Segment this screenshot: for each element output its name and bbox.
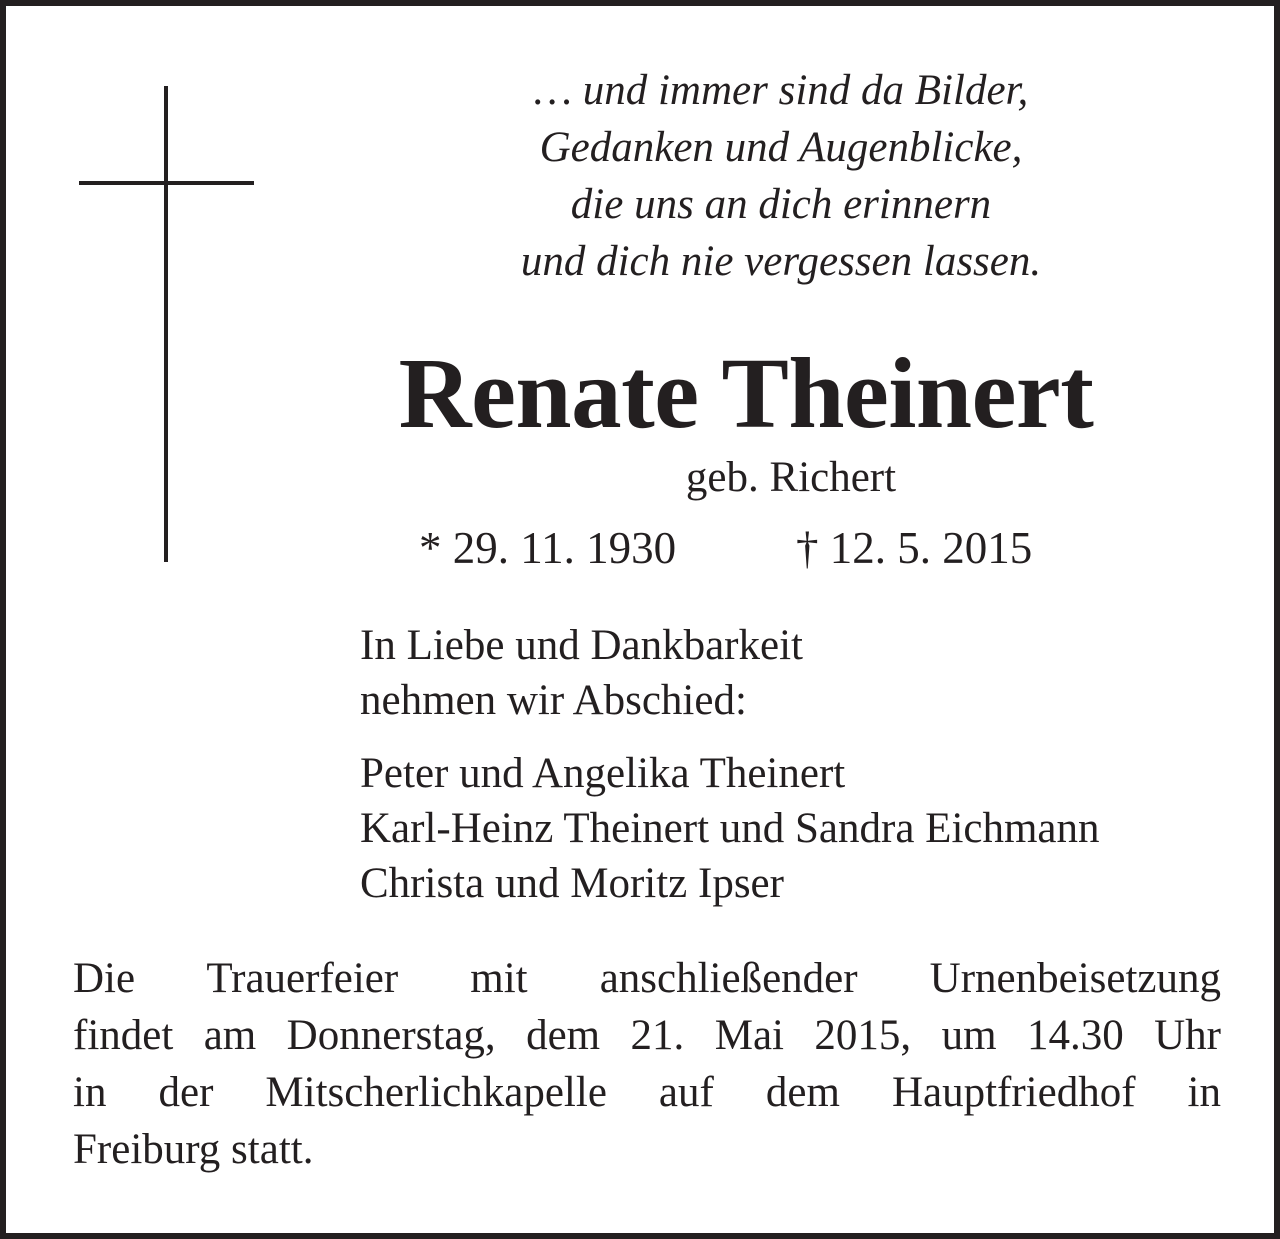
maiden-name: geb. Richert: [685, 454, 897, 501]
service-line: Die Trauerfeier mit anschließender Urnenbeisetzung: [73, 955, 1221, 1002]
birth-date: * 29. 11. 1930: [419, 523, 677, 573]
farewell-line: In Liebe und Dankbarkeit: [360, 622, 803, 669]
memorial-poem: [406, 62, 1156, 290]
cross-vertical-bar: [164, 86, 168, 562]
poem-line: Gedanken und Augenblicke,: [539, 124, 1023, 171]
farewell-text: [360, 618, 803, 728]
poem-line: … und immer sind da Bilder,: [533, 67, 1029, 114]
funeral-service-info: [73, 950, 1221, 1178]
service-line: Freiburg statt.: [73, 1126, 314, 1173]
deceased-name: Renate Theinert: [398, 337, 1094, 449]
farewell-line: nehmen wir Abschied:: [360, 677, 747, 724]
death-date: † 12. 5. 2015: [796, 523, 1033, 573]
poem-line: und dich nie vergessen lassen.: [520, 238, 1042, 285]
mourners-list: [360, 746, 1100, 911]
mourner-entry: Karl-Heinz Theinert und Sandra Eichmann: [360, 805, 1100, 852]
cross-horizontal-bar: [79, 181, 254, 185]
service-line: findet am Donnerstag, dem 21. Mai 2015, um 14.30 Uhr: [73, 1012, 1221, 1059]
mourner-entry: Peter und Angelika Theinert: [360, 750, 846, 797]
poem-line: die uns an dich erinnern: [570, 181, 992, 228]
mourner-entry: Christa und Moritz Ipser: [360, 860, 784, 907]
service-line: in der Mitscherlichkapelle auf dem Hauptfriedhof in: [73, 1069, 1221, 1116]
